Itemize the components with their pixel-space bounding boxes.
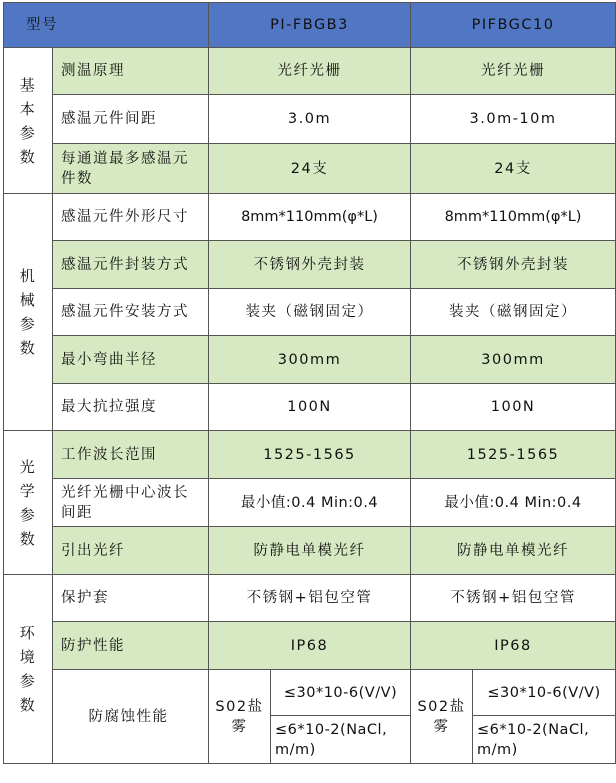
cell-model-b: 防静电单模光纤 [411, 527, 616, 575]
row-label: 保护套 [53, 575, 209, 622]
table-row [4, 144, 616, 194]
row-label: 测温原理 [53, 48, 209, 95]
cell-model-b: 装夹（磁钢固定） [411, 289, 616, 336]
table-row [4, 95, 616, 144]
cell-model-b-line2: ≤6*10-2(NaCl, m/m) [473, 716, 616, 764]
cell-model-b: 最小值:0.4 Min:0.4 [411, 479, 616, 527]
table-row [4, 289, 616, 336]
table-row [4, 527, 616, 575]
group-label-optical: 光 学 参 数 [4, 431, 53, 575]
row-label: 每通道最多感温元件数 [53, 144, 209, 194]
table-row [4, 241, 616, 289]
group-label-basic: 基 本 参 数 [4, 48, 53, 194]
row-label: 感温元件间距 [53, 95, 209, 144]
header-row [4, 3, 616, 48]
row-label: 光纤光栅中心波长间距 [53, 479, 209, 527]
row-label: 最大抗拉强度 [53, 384, 209, 431]
cell-model-a: 最小值:0.4 Min:0.4 [209, 479, 411, 527]
cell-model-a: 光纤光栅 [209, 48, 411, 95]
cell-model-a: 8mm*110mm(φ*L) [209, 194, 411, 241]
row-label: 感温元件封装方式 [53, 241, 209, 289]
cell-model-b: 1525-1565 [411, 431, 616, 479]
sub-label-model-b: S02盐雾 [411, 670, 473, 764]
cell-model-b: 3.0m-10m [411, 95, 616, 144]
cell-model-b: 光纤光栅 [411, 48, 616, 95]
row-label: 工作波长范围 [53, 431, 209, 479]
cell-model-a: 防静电单模光纤 [209, 527, 411, 575]
table-row [4, 575, 616, 622]
sub-label-model-a: S02盐雾 [209, 670, 271, 764]
cell-model-b: 不锈钢外壳封装 [411, 241, 616, 289]
table-row [4, 384, 616, 431]
table-row [4, 479, 616, 527]
cell-model-a: IP68 [209, 622, 411, 670]
cell-model-a: 不锈钢外壳封装 [209, 241, 411, 289]
row-label: 引出光纤 [53, 527, 209, 575]
cell-model-b: 100N [411, 384, 616, 431]
table-row [4, 622, 616, 670]
cell-model-b: 8mm*110mm(φ*L) [411, 194, 616, 241]
cell-model-a: 1525-1565 [209, 431, 411, 479]
cell-model-a: 不锈钢+铝包空管 [209, 575, 411, 622]
cell-model-b: IP68 [411, 622, 616, 670]
cell-model-b: 不锈钢+铝包空管 [411, 575, 616, 622]
cell-model-a: 300mm [209, 336, 411, 384]
cell-model-b-line1: ≤30*10-6(V/V) [473, 670, 616, 716]
cell-model-a: 3.0m [209, 95, 411, 144]
row-label: 最小弯曲半径 [53, 336, 209, 384]
table-row [4, 670, 616, 716]
cell-model-a: 100N [209, 384, 411, 431]
row-label: 感温元件安装方式 [53, 289, 209, 336]
table-row [4, 48, 616, 95]
header-model-label: 型号 [4, 3, 209, 48]
spec-table [3, 2, 616, 764]
group-label-mechanical: 机 械 参 数 [4, 194, 53, 431]
cell-model-b: 24支 [411, 144, 616, 194]
row-label: 感温元件外形尺寸 [53, 194, 209, 241]
table-row [4, 194, 616, 241]
cell-model-a: 24支 [209, 144, 411, 194]
header-model-b: PIFBGC10 [411, 3, 616, 48]
table-row [4, 336, 616, 384]
cell-model-a-line1: ≤30*10-6(V/V) [271, 670, 411, 716]
cell-model-a: 装夹（磁钢固定） [209, 289, 411, 336]
cell-model-b: 300mm [411, 336, 616, 384]
table-row [4, 431, 616, 479]
group-label-environment: 环 境 参 数 [4, 575, 53, 764]
header-model-a: PI-FBGB3 [209, 3, 411, 48]
row-label: 防护性能 [53, 622, 209, 670]
cell-model-a-line2: ≤6*10-2(NaCl, m/m) [271, 716, 411, 764]
row-label: 防腐蚀性能 [53, 670, 209, 764]
